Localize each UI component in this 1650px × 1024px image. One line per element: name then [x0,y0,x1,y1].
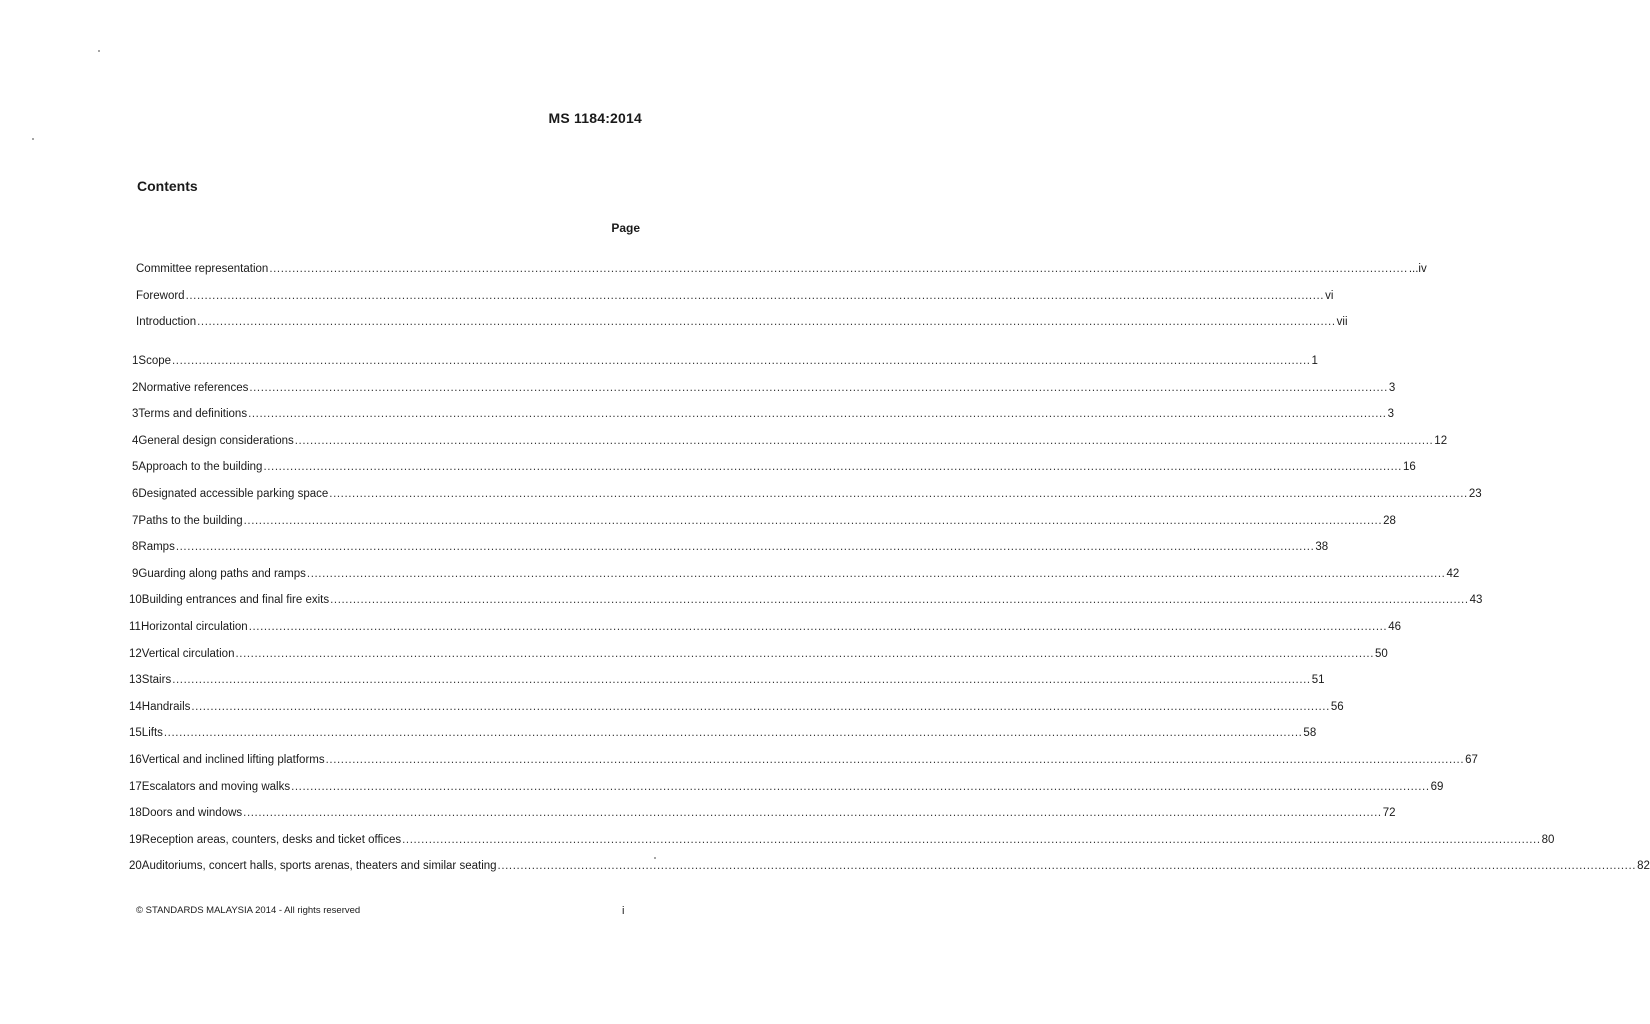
toc-entry-title: Scope [138,355,172,367]
dot-leader: ............................................................................................................................................................................................................................................................................................................ [291,780,1430,793]
dot-leader: ............................................................................................................................................................................................................................................................................................................ [185,290,1325,302]
toc-entry-page: 1 [1311,355,1318,367]
clause-number: 1 [132,355,139,367]
dot-leader: ............................................................................................................................................................................................................................................................................................................ [325,754,1465,766]
dot-leader: ............................................................................................................................................................................................................................................................................................................ [249,381,1388,394]
toc-entry-page: 28 [1383,514,1396,527]
toc-entry-title: Guarding along paths and ramps [138,567,306,580]
toc-entry-page: 69 [1430,780,1444,793]
toc-entry-page: 46 [1388,621,1402,633]
clause-number: 12 [129,647,142,660]
toc-entry [129,699,1344,715]
clause-number: 9 [132,567,139,580]
dot-leader: ............................................................................................................................................................................................................................................................................................................ [329,488,1468,500]
toc-entry [136,261,1427,277]
toc-entry [129,619,1402,635]
toc-entry-title: General design considerations [138,434,294,447]
toc-entry [129,592,1483,608]
dot-leader: ............................................................................................................................................................................................................................................................................................................ [306,567,1446,580]
toc-entry-page: vi [1325,290,1334,302]
clause-number: 3 [132,408,139,421]
toc-entry-title: Introduction [136,316,197,328]
clause-number: 8 [132,541,139,554]
toc-entry-page: 12 [1434,434,1448,447]
toc-entry-page: 43 [1469,594,1483,607]
clause-number: 16 [129,754,142,766]
toc-entry-title: Auditoriums, concert halls, sports arenas, theaters and similar seating [141,860,497,873]
contents-heading: Contents [137,178,198,194]
clause-number: 17 [129,780,142,793]
dot-leader: ............................................................................................................................................................................................................................................................................................................ [294,434,1434,447]
toc-entry-title: Handrails [141,700,191,713]
toc-entry-title: Doors and windows [141,807,243,820]
toc-entry [132,406,1395,422]
dot-leader: ............................................................................................................................................................................................................................................................................................................ [172,674,1311,687]
dot-leader: ............................................................................................................................................................................................................................................................................................................ [269,263,1408,275]
toc-entry-title: Committee representation [136,263,269,275]
toc-entry-title: Vertical and inclined lifting platforms [141,754,325,766]
toc-entry-title: Horizontal circulation [140,621,248,633]
toc-entry [129,646,1388,662]
dot-leader: ............................................................................................................................................................................................................................................................................................................ [175,541,1315,554]
toc-entry-page: 56 [1330,700,1344,713]
toc-entry [132,513,1396,529]
toc-entry-page: 82 [1637,860,1650,873]
clause-number: 13 [129,674,142,687]
toc-entry-page: 80 [1541,833,1555,846]
toc-entry [132,459,1416,475]
toc-entry [132,353,1318,369]
toc-entry [129,752,1478,768]
toc-entry-page: 16 [1402,461,1416,474]
toc-entry [129,672,1325,688]
toc-entry [129,805,1396,821]
dot-leader: ............................................................................................................................................................................................................................................................................................................ [402,833,1541,846]
dot-leader: ............................................................................................................................................................................................................................................................................................................ [263,461,1402,474]
dot-leader: ............................................................................................................................................................................................................................................................................................................ [330,594,1469,607]
clause-number: 14 [129,700,142,713]
toc-entry-title: Building entrances and final fire exits [141,594,330,607]
toc-entry-title: Stairs [141,674,172,687]
clause-number: 4 [132,434,139,447]
toc-entry [136,314,1348,330]
clause-number: 2 [132,381,139,394]
dot-leader: ............................................................................................................................................................................................................................................................................................................ [197,316,1336,328]
toc-entry-title: Vertical circulation [141,647,235,660]
dot-leader: ............................................................................................................................................................................................................................................................................................................ [172,355,1311,367]
dot-leader: ............................................................................................................................................................................................................................................................................................................ [191,700,1330,713]
toc-entry-title: Lifts [141,727,163,740]
toc-entry-page: 50 [1375,647,1388,660]
clause-number: 11 [129,621,141,633]
toc-entry [132,486,1482,502]
clause-number: 15 [129,727,142,740]
dot-leader: ............................................................................................................................................................................................................................................................................................................ [497,860,1637,873]
toc-entry-title: Ramps [138,541,175,554]
toc-entry-page: ...iv [1408,263,1427,275]
dot-leader: ............................................................................................................................................................................................................................................................................................................ [248,621,1388,633]
clause-number: 19 [129,833,142,846]
toc-entry-page: 51 [1311,674,1325,687]
standard-identifier: MS 1184:2014 [548,110,642,126]
toc-entry-page: 58 [1303,727,1317,740]
toc-entry-title: Reception areas, counters, desks and ticket offices [141,833,402,846]
toc-entry [129,832,1555,848]
toc-entry-page: 42 [1446,567,1460,580]
scan-speck [32,138,34,140]
scan-speck [98,50,100,52]
toc-entry [129,858,1650,874]
toc-entry-title: Foreword [136,290,185,302]
toc-entry [132,566,1460,582]
toc-entry-title: Normative references [138,381,249,394]
page-number: i [622,905,625,917]
toc-entry-page: 3 [1387,408,1395,421]
toc-entry-page: 72 [1382,807,1396,820]
toc-entry-page: 23 [1468,488,1482,500]
clause-number: 20 [129,860,142,873]
clause-number: 18 [129,807,142,820]
clause-number: 7 [132,514,139,527]
dot-leader: ............................................................................................................................................................................................................................................................................................................ [163,727,1303,740]
toc-entry-title: Escalators and moving walks [141,780,291,793]
dot-leader: ............................................................................................................................................................................................................................................................................................................ [243,514,1383,527]
toc-entry [132,380,1396,396]
scan-speck [654,857,656,859]
dot-leader: ............................................................................................................................................................................................................................................................................................................ [235,647,1375,660]
dot-leader: ............................................................................................................................................................................................................................................................................................................ [248,408,1387,421]
toc-entry-title: Designated accessible parking space [138,488,329,500]
page-column-heading: Page [611,221,640,235]
toc-entry-title: Approach to the building [138,461,263,474]
clause-number: 10 [129,594,142,607]
clause-number: 6 [132,488,139,500]
copyright-notice: © STANDARDS MALAYSIA 2014 - All rights reserved [136,905,361,916]
toc-entry-page: 3 [1388,381,1396,394]
dot-leader: ............................................................................................................................................................................................................................................................................................................ [243,807,1382,820]
toc-entry [129,779,1444,795]
toc-entry [136,288,1334,304]
toc-entry-title: Terms and definitions [138,408,248,421]
toc-entry-page: 67 [1465,754,1478,766]
toc-entry [132,433,1448,449]
toc-entry-page: 38 [1315,541,1329,554]
toc-entry-title: Paths to the building [138,514,243,527]
toc-entry [132,539,1329,555]
toc-entry [129,725,1317,741]
clause-number: 5 [132,461,139,474]
toc-entry-page: vii [1336,316,1348,328]
